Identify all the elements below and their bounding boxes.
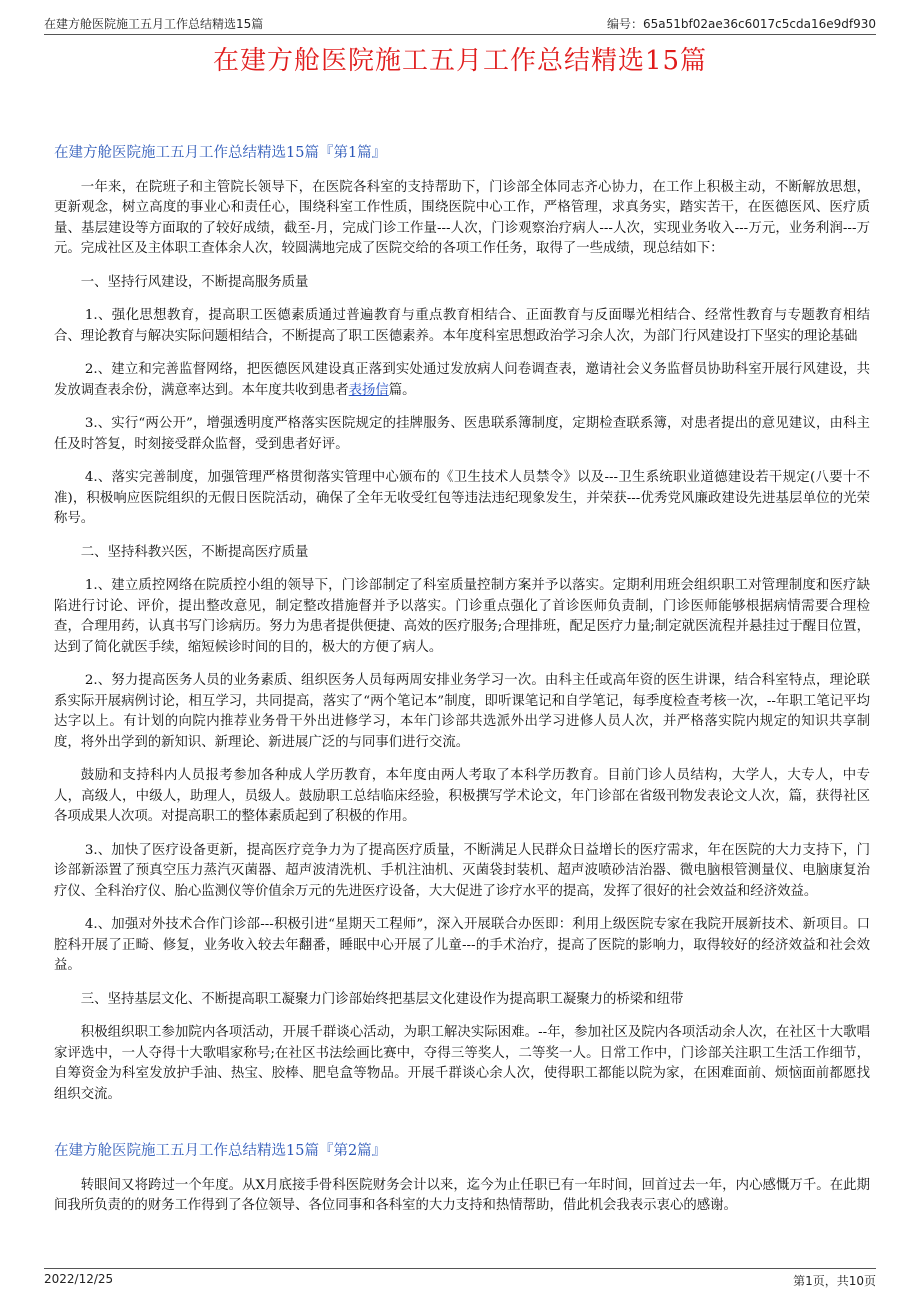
document-title: 在建方舱医院施工五月工作总结精选15篇 [212,46,708,76]
footer-date: 2022/12/25 [44,1272,114,1286]
page-header [44,10,876,35]
article-1-heading: 在建方舱医院施工五月工作总结精选15篇『第1篇』 [54,145,387,161]
footer-page-number: 第1页，共10页 [793,1274,876,1288]
paragraph-2-2: 2.、努力提高医务人员的业务素质、组织医务人员每两周安排业务学习一次。由科主任或高年资的医生讲课，结合科室特点，理论联系实际开展病例讨论，相互学习，共同提高，落实了“两个笔记本”制度，即听课笔记和自学笔记，每季度检查考核一次，--年职工笔记平均达字以上。有计划的向院内推荐业务骨干外出进修学习，本年门诊部共选派外出学习进修人员人次，并严格落实院内规定的知识共享制度，将外出学到的新知识、新理论、新进展广泛的与同事们进行交流。 [54,673,870,750]
paragraph-2-1: 1.、建立质控网络在院质控小组的领导下，门诊部制定了科室质量控制方案并予以落实。定期利用班会组织职工对管理制度和医疗缺陷进行讨论、评价，提出整改意见，制定整改措施督并予以落实。门诊重点强化了首诊医师负责制，门诊医师能够根据病情需要合理检查，合理用药，认真书写门诊病历。努力为患者提供便捷、高效的医疗服务;合理排班，配足医疗力量;制定就医流程并悬挂过于醒目位置，达到了简化就医手续，缩短候诊时间的目的，极大的方便了病人。 [54,578,870,655]
paragraph-1-2 [54,360,870,401]
article-2-paragraph-1: 转眼间又将跨过一个年度。从X月底接手骨科医院财务会计以来，迄今为止任职已有一年时间，回首过去一年，内心感慨万千。在此期间我所负责的的财务工作得到了各位领导、各位同事和各科室的大力支持和热情帮助，借此机会我表示衷心的感谢。 [54,1177,870,1213]
praise-letter-link[interactable]: 表扬信 [348,382,389,398]
page-footer [44,1268,876,1292]
header-doc-title: 在建方舱医院施工五月工作总结精选15篇 [44,17,264,31]
paragraph-1-4: 4.、落实完善制度，加强管理严格贯彻落实管理中心颁布的《卫生技术人员禁令》以及---卫生系统职业道德建设若干规定(八要十不准)，积极响应医院组织的无假日医院活动，确保了全年无收受红包等违法违纪现象发生，并荣获---优秀党风廉政建设先进基层单位的光荣称号。 [54,470,870,526]
section-heading-1: 一、坚持行风建设，不断提高服务质量 [80,274,309,290]
article-1-intro: 一年来，在院班子和主管院长领导下，在医院各科室的支持帮助下，门诊部全体同志齐心协力，在工作上积极主动，不断解放思想，更新观念，树立高度的事业心和责任心，围绕科室工作性质，围绕医院中心工作，严格管理，求真务实，踏实苦干，在医德医风、医疗质量、基层建设等方面取的了较好成绩，截至-月，完成门诊工作量---人次，门诊观察治疗病人---人次，实现业务收入---万元，业务利润---万元。完成社区及主体职工查体余人次，较圆满地完成了医院交给的各项工作任务，取得了一些成绩，现总结如下： [54,179,870,256]
paragraph-3-1: 积极组织职工参加院内各项活动，开展千群谈心活动，为职工解决实际困难。--年，参加社区及院内各项活动余人次，在社区十大歌唱家评选中，一人夺得十大歌唱家称号;在社区书法绘画比赛中，夺得三等奖人，二等奖一人。日常工作中，门诊部关注职工生活工作细节，自筹资金为科室发放护手油、热宝、胶棒、肥皂盒等物品。开展千群谈心余人次，使得职工都能以院为家，在困难面前、烦恼面前都愿找组织交流。 [54,1025,870,1102]
paragraph-2-4: 3.、加快了医疗设备更新，提高医疗竞争力为了提高医疗质量，不断满足人民群众日益增长的医疗需求，年在医院的大力支持下，门诊部新添置了预真空压力蒸汽灭菌器、超声波清洗机、手机注油机、灭菌袋封装机、超声波喷砂洁治器、微电脑根管测量仪、电脑康复治疗仪、全科治疗仪、胎心监测仪等价值余万元的先进医疗设备，大大促进了诊疗水平的提高，发挥了很好的社会效益和经济效益。 [54,842,870,899]
paragraph-2-3: 鼓励和支持科内人员报考参加各种成人学历教育，本年度由两人考取了本科学历教育。目前门诊人员结构，大学人，大专人，中专人，高级人，中级人，助理人，员级人。鼓励职工总结临床经验，积极撰写学术论文，年门诊部在省级刊物发表论文人次，篇，获得社区各项成果人次项。对提高职工的整体素质起到了积极的作用。 [54,768,870,824]
article-2-heading: 在建方舱医院施工五月工作总结精选15篇『第2篇』 [54,1143,387,1159]
paragraph-1-3: 3.、实行“两公开”，增强透明度严格落实医院规定的挂牌服务、医患联系簿制度，定期检查联系簿，对患者提出的意见建议，由科主任及时答复，时刻接受群众监督，受到患者好评。 [54,416,870,452]
paragraph-1-1: 1.、强化思想教育，提高职工医德素质通过普遍教育与重点教育相结合、正面教育与反面曝光相结合、经常性教育与专题教育相结合、理论教育与解决实际问题相结合，不断提高了职工医德素养。本年度科室思想政治学习余人次，为部门行风建设打下坚实的理论基础 [54,308,870,344]
section-heading-3: 三、坚持基层文化、不断提高职工凝聚力门诊部始终把基层文化建设作为提高职工凝聚力的桥梁和纽带 [80,991,684,1007]
paragraph-1-2-tail: 篇。 [388,382,416,398]
paragraph-1-2-text: 2.、建立和完善监督网络，把医德医风建设真正落到实处通过发放病人问卷调查表，邀请社会义务监督员协助科室开展行风建设，共发放调查表余份，满意率达到。本年度共收到患者 [54,362,870,398]
header-doc-number: 编号：65a51bf02ae36c6017c5cda16e9df930 [607,17,876,31]
document-body [54,143,870,1230]
paragraph-2-5: 4.、加强对外技术合作门诊部---积极引进“星期天工程师”，深入开展联合办医即：利用上级医院专家在我院开展新技术、新项目。口腔科开展了正畸、修复，业务收入较去年翻番，睡眠中心开展了儿童---的手术治疗，提高了医院的影响力，取得较好的经济效益和社会效益。 [54,917,870,973]
section-heading-2: 二、坚持科教兴医，不断提高医疗质量 [80,544,309,560]
